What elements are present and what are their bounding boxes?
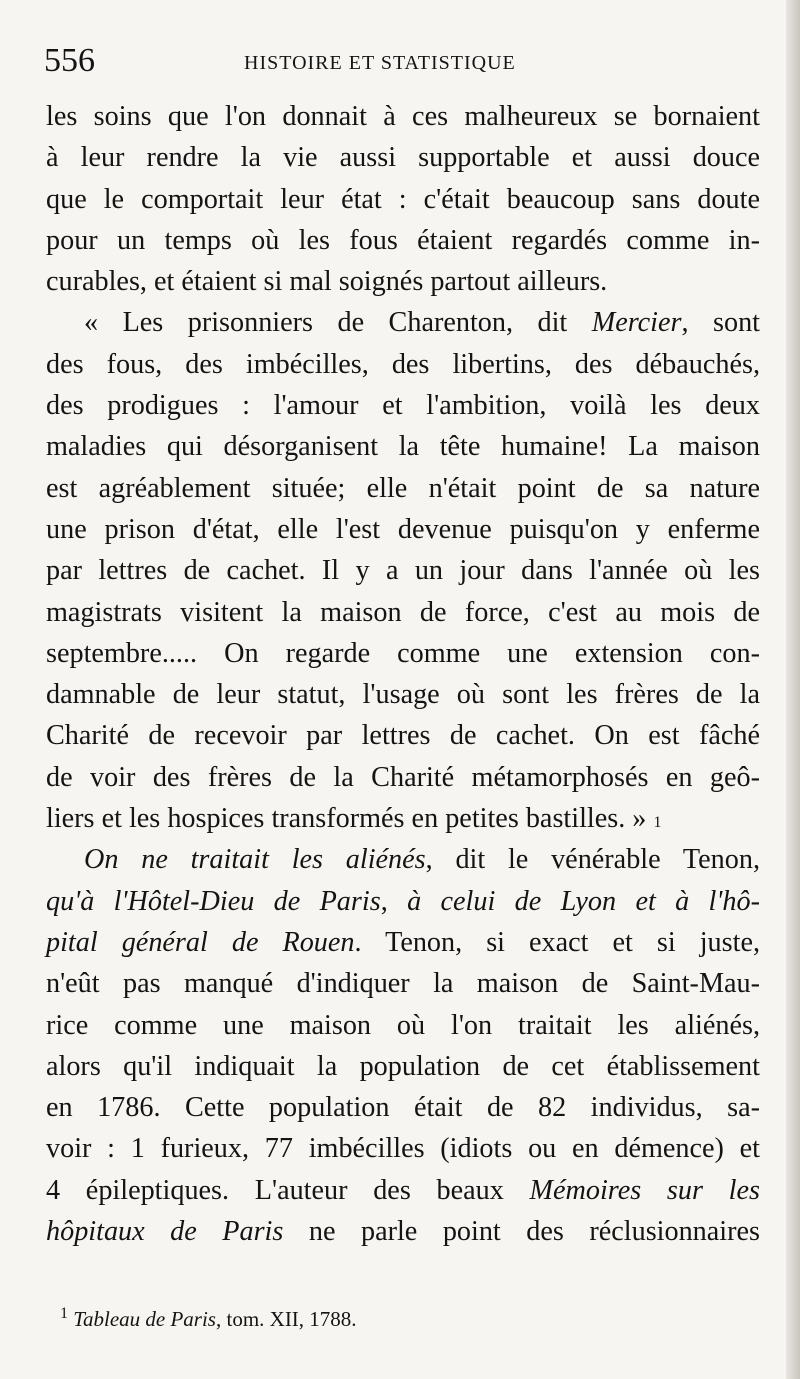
page-header (44, 40, 760, 86)
footnote-rest: , tom. XII, 1788. (215, 1307, 357, 1331)
page-edge (786, 0, 800, 1379)
last-a-text: 4 épileptiques. L'auteur des beaux (46, 1174, 504, 1206)
text-line: curables, et étaient si mal soignés partout ailleurs. (46, 266, 608, 298)
footnote-mark: 1 (60, 1305, 68, 1322)
text-line (46, 302, 760, 343)
text-line: pour un temps où les fous étaient regardés comme in- (46, 224, 760, 256)
text-line: en 1786. Cette population était de 82 individus, sa- (46, 1092, 760, 1124)
text-line (46, 839, 760, 880)
text-line (46, 1211, 760, 1252)
hopitaux-italic: hôpitaux de Paris (46, 1216, 284, 1248)
last-b-text: ne parle point des réclusionnaires (283, 1216, 760, 1248)
footnote (60, 1305, 357, 1332)
text-line (46, 1170, 760, 1211)
text-line (46, 798, 760, 839)
text-line: voir : 1 furieux, 77 imbécilles (idiots ou en démence) et (46, 1133, 760, 1165)
text-line: Charité de recevoir par lettres de cachet. On est fâché (46, 720, 760, 752)
running-title: HISTOIRE ET STATISTIQUE (244, 52, 516, 74)
text-line: que le comportait leur état : c'était beaucoup sans doute (46, 183, 760, 215)
text-line: damnable de leur statut, l'usage où sont les frères de la (46, 679, 760, 711)
tenon-italic-1: On ne traitait les aliénés (84, 844, 426, 876)
quote-close-text: liers et les hospices transformés en petites bastilles. » (46, 803, 647, 835)
text-line: maladies qui désorganisent la tête humaine! La maison (46, 431, 760, 463)
text-line: de voir des frères de la Charité métamorphosés en geô- (46, 761, 760, 793)
quote-open-text: « Les prisonniers de Charenton, dit (84, 307, 568, 339)
footnote-reference: 1 (653, 814, 662, 832)
text-line: les soins que l'on donnait à ces malheureux se bornaient (46, 101, 760, 132)
text-line: septembre..... On regarde comme une extension con- (46, 637, 760, 669)
text-line: magistrats visitent la maison de force, c'est au mois de (46, 596, 760, 628)
body-text (46, 96, 760, 1252)
text-line: rice comme une maison où l'on traitait les aliénés, (46, 1009, 760, 1041)
sont-text: , sont (681, 307, 760, 339)
tenon-italic-3: à celui de Lyon et à l'hô- (407, 885, 760, 917)
tenon-italic-2: qu'à l'Hôtel-Dieu de Paris (46, 885, 381, 917)
text-line (46, 881, 760, 922)
text-line: des prodigues : l'amour et l'ambition, voilà les deux (46, 390, 760, 422)
text-line: à leur rendre la vie aussi supportable et aussi douce (46, 142, 760, 174)
text-line: des fous, des imbécilles, des libertins, des débauchés, (46, 348, 760, 380)
tenon-mid-2: , (380, 885, 408, 917)
tenon-rest-3: . Tenon, si exact et si juste, (354, 926, 760, 958)
author-mercier: Mercier (591, 307, 682, 339)
text-line: une prison d'état, elle l'est devenue puisqu'on y enferme (46, 513, 760, 545)
text-line: est agréablement située; elle n'était point de sa nature (46, 472, 760, 504)
tenon-rest-1: , dit le vénérable Tenon, (425, 844, 760, 876)
memoires-italic: Mémoires sur les (529, 1174, 760, 1206)
page-number: 556 (44, 42, 95, 79)
text-line (46, 922, 760, 963)
tenon-italic-4: pital général de Rouen (46, 926, 355, 958)
text-line: n'eût pas manqué d'indiquer la maison de Saint-Mau- (46, 968, 760, 1000)
text-line: alors qu'il indiquait la population de cet établissement (46, 1050, 760, 1082)
text-line: par lettres de cachet. Il y a un jour dans l'année où les (46, 555, 760, 587)
footnote-title: Tableau de Paris (73, 1307, 216, 1331)
